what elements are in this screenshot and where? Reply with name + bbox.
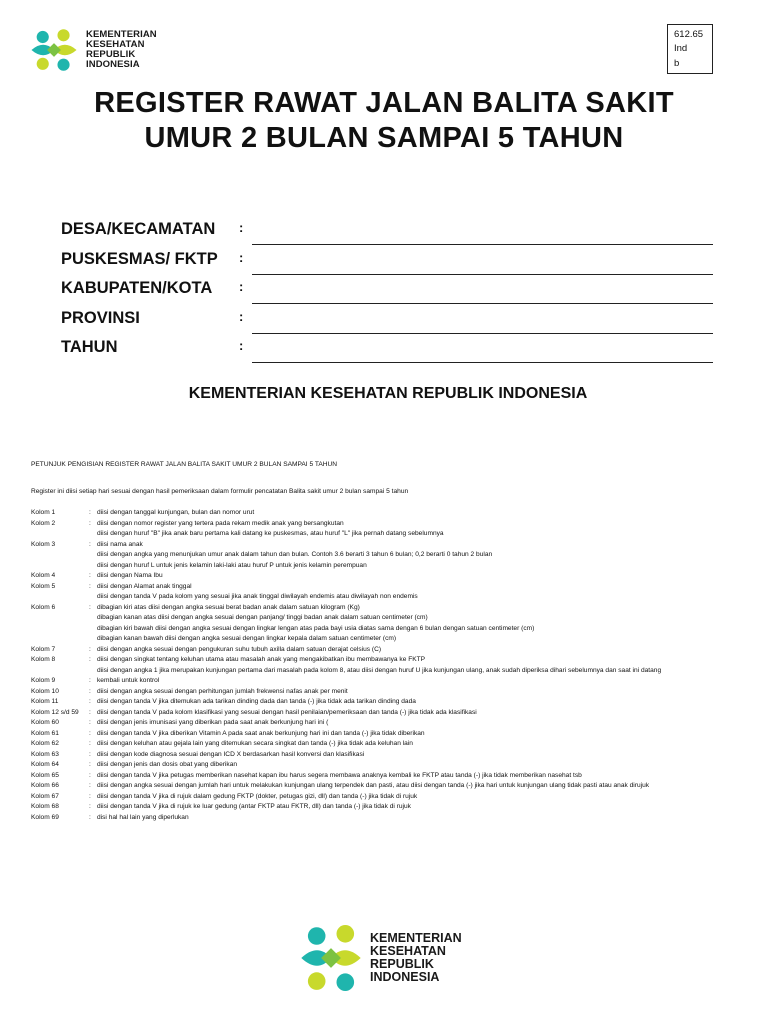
form-colon: : bbox=[239, 308, 244, 324]
form-label: PROVINSI bbox=[61, 308, 140, 327]
instruction-column-label: Kolom 3 bbox=[31, 540, 56, 548]
instruction-column-label: Kolom 68 bbox=[31, 803, 59, 810]
form-label: KABUPATEN/KOTA bbox=[61, 279, 213, 297]
instruction-colon: : bbox=[89, 813, 91, 821]
kemenkes-logo-icon bbox=[298, 918, 364, 998]
instruction-text: diisi nama anak bbox=[97, 540, 143, 548]
form-colon: : bbox=[239, 220, 244, 235]
instruction-column-label: Kolom 63 bbox=[31, 750, 59, 758]
instruction-column-label: Kolom 12 s/d 59 bbox=[31, 708, 79, 716]
instruction-column-label: Kolom 10 bbox=[31, 687, 59, 695]
instruction-colon: : bbox=[89, 782, 91, 789]
form-label: DESA/KECAMATAN bbox=[61, 220, 216, 238]
instruction-colon: : bbox=[89, 687, 91, 695]
instruction-text: diisi dengan jenis imunisasi yang diberikan pada saat anak berkunjung hari ini ( bbox=[97, 719, 329, 726]
instruction-text: diisi dengan Alamat anak tinggal bbox=[97, 582, 192, 590]
logo-line: KEMENTERIAN bbox=[370, 930, 462, 945]
instruction-text: diisi dengan tanda V jika petugas memberikan nasehat kapan ibu harus segera membawa anaknya kembali ke FKTP atau tanda (-) jika tidak memberikan nasehat tsb bbox=[97, 771, 582, 779]
document-title bbox=[0, 86, 768, 156]
instruction-row bbox=[31, 634, 761, 645]
logo-line: KESEHATAN bbox=[370, 943, 446, 958]
instruction-text: disi hal hal lain yang diperlukan bbox=[97, 813, 189, 821]
instruction-column-label: Kolom 62 bbox=[31, 740, 59, 747]
instruction-column-label: Kolom 1 bbox=[31, 509, 56, 516]
instruction-row bbox=[31, 718, 761, 729]
form-row-puskesmas bbox=[61, 250, 721, 280]
instruction-column-label: Kolom 61 bbox=[31, 729, 59, 737]
instruction-column-label: Kolom 9 bbox=[31, 677, 56, 684]
instruction-text: diisi dengan tanda V jika ditemukan ada tarikan dinding dada dan tanda (-) jika tidak ada tarikan dinding dada bbox=[97, 698, 416, 705]
instruction-colon: : bbox=[89, 761, 91, 768]
instruction-colon: : bbox=[89, 519, 91, 527]
instruction-row bbox=[31, 687, 761, 698]
instruction-colon: : bbox=[89, 540, 91, 548]
instruction-row bbox=[31, 508, 761, 519]
instruction-row bbox=[31, 645, 761, 656]
instruction-column-label: Kolom 7 bbox=[31, 645, 56, 653]
instruction-colon: : bbox=[89, 719, 91, 726]
instruction-colon: : bbox=[89, 656, 91, 663]
instruction-colon: : bbox=[89, 698, 91, 705]
form-row-desa bbox=[61, 220, 721, 250]
form-row-kabupaten bbox=[61, 279, 721, 309]
instruction-text: dibagian kiri bawah diisi dengan angka sesuai dengan lingkar lengan atas pada bayi usia diatas sama dengan 6 bulan dengan satuan centimeter (cm) bbox=[97, 624, 535, 632]
fill-in-line[interactable] bbox=[252, 274, 713, 275]
instruction-column-label: Kolom 11 bbox=[31, 698, 59, 705]
instruction-row bbox=[31, 561, 761, 572]
form-row-provinsi bbox=[61, 309, 721, 339]
logo-wordmark bbox=[370, 932, 462, 985]
instructions-intro: Register ini diisi setiap hari sesuai dengan hasil pemeriksaan dalam formulir pencatatan Balita sakit umur 2 bulan sampai 5 tahun bbox=[31, 487, 409, 495]
instruction-colon: : bbox=[89, 509, 91, 516]
instruction-column-label: Kolom 69 bbox=[31, 813, 59, 821]
instruction-row bbox=[31, 540, 761, 551]
instruction-column-label: Kolom 5 bbox=[31, 582, 56, 590]
instruction-colon: : bbox=[89, 792, 91, 800]
ministry-heading: KEMENTERIAN KESEHATAN REPUBLIK INDONESIA bbox=[188, 385, 588, 402]
instruction-column-label: Kolom 66 bbox=[31, 782, 59, 789]
form-colon: : bbox=[239, 249, 244, 265]
instruction-column-label: Kolom 65 bbox=[31, 771, 59, 779]
instruction-row bbox=[31, 697, 761, 708]
instruction-text: diisi dengan tanggal kunjungan, bulan dan nomor urut bbox=[97, 509, 255, 516]
instruction-row bbox=[31, 655, 761, 666]
instruction-column-label: Kolom 67 bbox=[31, 792, 59, 800]
code-line: b bbox=[674, 57, 680, 69]
instruction-colon: : bbox=[89, 740, 91, 747]
instructions-title: PETUNJUK PENGISIAN REGISTER RAWAT JALAN BALITA SAKIT UMUR 2 BULAN SAMPAI 5 TAHUN bbox=[31, 461, 338, 468]
instruction-row bbox=[31, 729, 761, 740]
instruction-column-label: Kolom 2 bbox=[31, 519, 56, 527]
instruction-text: diisi dengan tanda V pada kolom klasifikasi yang sesuai dengan hasil penilaian/pemeriksaan dan tanda (-) jika tidak ada klasifikasi bbox=[97, 708, 477, 716]
instruction-row bbox=[31, 571, 761, 582]
form-colon: : bbox=[239, 279, 244, 294]
instruction-row bbox=[31, 624, 761, 635]
instruction-row bbox=[31, 739, 761, 750]
instruction-column-label: Kolom 64 bbox=[31, 761, 59, 768]
logo-line: INDONESIA bbox=[86, 58, 140, 70]
instruction-row bbox=[31, 771, 761, 782]
instruction-text: diisi dengan angka sesuai dengan perhitungan jumlah frekwensi nafas anak per menit bbox=[97, 687, 348, 695]
title-line: UMUR 2 BULAN SAMPAI 5 TAHUN bbox=[144, 122, 624, 154]
classification-code-box bbox=[667, 24, 713, 74]
logo-line: KESEHATAN bbox=[86, 39, 145, 51]
instruction-row bbox=[31, 781, 761, 792]
instruction-text: diisi dengan kode diagnosa sesuai dengan ICD X berdasarkan hasil konversi dan klasifikasi bbox=[97, 750, 365, 758]
instruction-colon: : bbox=[89, 572, 91, 579]
fill-in-line[interactable] bbox=[252, 244, 713, 245]
form-colon: : bbox=[239, 338, 244, 353]
instruction-text: diisi dengan angka 1 jika merupakan kunjungan pertama dari masalah pada kolom 8, atau diisi dengan huruf U jika kunjungan ulang, anak sudah diperiksa dihari sebelumnya dan saat ini datang bbox=[97, 666, 662, 674]
instruction-row bbox=[31, 750, 761, 761]
instruction-row bbox=[31, 666, 761, 677]
form-label: TAHUN bbox=[61, 338, 118, 356]
instruction-text: diisi dengan huruf "B" jika anak baru pertama kali datang ke puskesmas, atau huruf "L" jika pernah datang sebelumnya bbox=[97, 530, 444, 537]
code-line: Ind bbox=[674, 43, 688, 55]
instruction-row bbox=[31, 603, 761, 614]
instruction-row bbox=[31, 550, 761, 561]
instruction-row bbox=[31, 792, 761, 803]
instruction-text: dibagian kanan atas diisi dengan angka sesuai dengan panjang/ tinggi badan anak dalam satuan centimeter (cm) bbox=[97, 614, 428, 621]
instruction-row bbox=[31, 802, 761, 813]
fill-in-line[interactable] bbox=[252, 362, 713, 363]
instruction-colon: : bbox=[89, 645, 91, 653]
instruction-colon: : bbox=[89, 729, 91, 737]
logo-line: REPUBLIK bbox=[370, 957, 434, 971]
instruction-text: diisi dengan Nama Ibu bbox=[97, 572, 163, 579]
instruction-text: diisi dengan angka sesuai dengan jumlah hari untuk melakukan kunjungan ulang terpendek dan pasti, atau diisi dengan tanda (-) jika hari untuk kunjungan ulang tidak pasti atau anak dirujuk bbox=[97, 782, 650, 789]
instruction-text: diisi dengan angka sesuai dengan pengukuran suhu tubuh axilla dalam satuan derajat celsius (C) bbox=[97, 645, 382, 653]
instruction-text: diisi dengan tanda V jika di rujuk ke luar gedung (antar FKTP atau FKTR, dll) dan tanda (-) jika tidak di rujuk bbox=[97, 803, 411, 810]
instruction-column-label: Kolom 6 bbox=[31, 603, 56, 611]
form-row-tahun bbox=[61, 338, 721, 368]
instruction-row bbox=[31, 592, 761, 603]
identity-form bbox=[61, 220, 721, 368]
ministry-logo-bottom bbox=[298, 918, 462, 998]
instruction-colon: : bbox=[89, 771, 91, 779]
instruction-text: diisi dengan jenis dan dosis obat yang diberikan bbox=[97, 761, 238, 768]
instruction-text: diisi dengan tanda V jika diberikan Vitamin A pada saat anak berkunjung hari ini dan tanda (-) jika tidak diberikan bbox=[97, 729, 425, 737]
instruction-text: diisi dengan huruf L untuk jenis kelamin laki-laki atau huruf P untuk jenis kelamin perempuan bbox=[97, 561, 367, 569]
fill-in-line[interactable] bbox=[252, 333, 713, 334]
instruction-text: diisi dengan singkat tentang keluhan utama atau masalah anak yang mengakibatkan ibu membawanya ke FKTP bbox=[97, 656, 426, 663]
instruction-column-label: Kolom 8 bbox=[31, 656, 56, 663]
instruction-row bbox=[31, 813, 761, 824]
instruction-row bbox=[31, 708, 761, 719]
instruction-text: diisi dengan tanda V pada kolom yang sesuai jika anak tinggal diwilayah endemis atau diwilayah non endemis bbox=[97, 593, 418, 600]
instruction-row bbox=[31, 676, 761, 687]
instruction-colon: : bbox=[89, 750, 91, 758]
instructions-list bbox=[31, 508, 761, 823]
instruction-text: diisi dengan angka yang menunjukan umur anak dalam tahun dan bulan. Contoh 3.6 berarti 3 tahun 6 bulan; 0,2 berarti 0 tahun 2 bulan bbox=[97, 551, 493, 558]
title-line: REGISTER RAWAT JALAN BALITA SAKIT bbox=[94, 87, 674, 119]
logo-wordmark bbox=[86, 30, 157, 70]
instructions-section bbox=[31, 460, 761, 823]
instruction-colon: : bbox=[89, 677, 91, 684]
instruction-text: diisi dengan nomor register yang tertera pada rekam medik anak yang bersangkutan bbox=[97, 519, 344, 527]
kemenkes-logo-icon bbox=[28, 24, 80, 76]
instruction-row bbox=[31, 613, 761, 624]
instruction-text: dibagian kiri atas diisi dengan angka sesuai berat badan anak dalam satuan kilogram (Kg) bbox=[97, 603, 360, 611]
instruction-colon: : bbox=[89, 708, 91, 716]
instruction-text: kembali untuk kontrol bbox=[97, 677, 160, 684]
instruction-text: diisi dengan tanda V jika di rujuk dalam gedung FKTP (dokter, petugas gizi, dll) dan tanda (-) jika tidak di rujuk bbox=[97, 792, 418, 800]
code-line: 612.65 bbox=[674, 29, 704, 40]
logo-line: REPUBLIK bbox=[86, 49, 136, 60]
instruction-text: diisi dengan keluhan atau gejala lain yang ditemukan secara singkat dan tanda (-) jika tidak ada keluhan lain bbox=[97, 740, 413, 747]
instruction-row bbox=[31, 760, 761, 771]
fill-in-line[interactable] bbox=[252, 303, 713, 304]
logo-line: KEMENTERIAN bbox=[86, 29, 157, 41]
instruction-row bbox=[31, 529, 761, 540]
instruction-row bbox=[31, 582, 761, 593]
instruction-row bbox=[31, 519, 761, 530]
ministry-logo-top bbox=[28, 24, 157, 76]
instruction-colon: : bbox=[89, 582, 91, 590]
instruction-column-label: Kolom 60 bbox=[31, 719, 59, 726]
instruction-text: dibagian kanan bawah diisi dengan angka sesuai dengan lingkar kepala dalam satuan centimeter (cm) bbox=[97, 635, 397, 642]
instruction-colon: : bbox=[89, 803, 91, 810]
instruction-column-label: Kolom 4 bbox=[31, 572, 56, 579]
logo-line: INDONESIA bbox=[370, 970, 440, 985]
instruction-colon: : bbox=[89, 603, 91, 611]
form-label: PUSKESMAS/ FKTP bbox=[61, 249, 218, 268]
